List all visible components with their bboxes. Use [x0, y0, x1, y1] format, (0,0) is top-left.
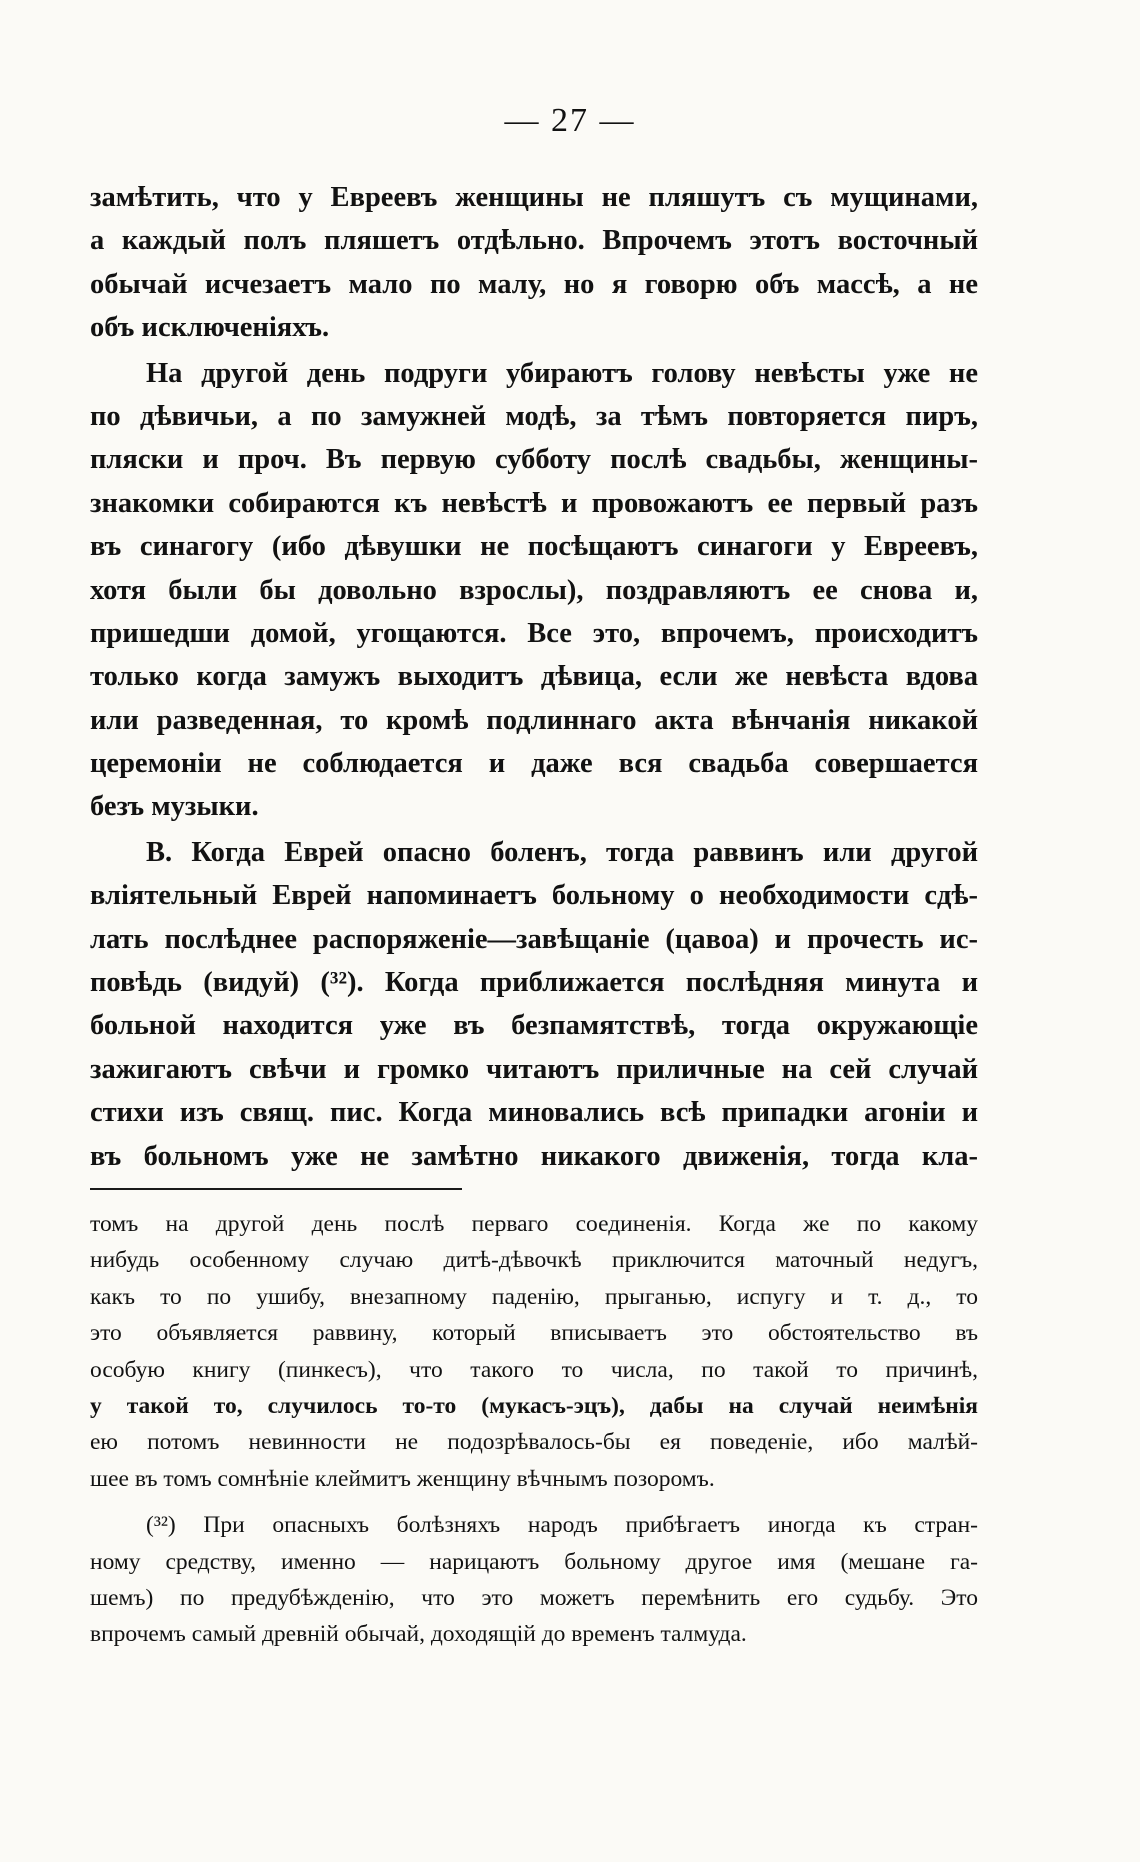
text-line: больной находится уже въ безпамятствѣ, тогда окружающіе: [90, 1010, 978, 1042]
page-number: — 27 —: [504, 102, 636, 139]
text-line: по дѣвичьи, а по замужней модѣ, за тѣмъ повторяется пиръ,: [90, 400, 978, 432]
footnote-line: впрочемъ самый древній обычай, доходящій до временъ талмуда.: [90, 1621, 747, 1648]
footnote-line: это объявляется раввину, который вписываетъ это обстоятельство въ: [90, 1320, 978, 1347]
text-line: въ больномъ уже не замѣтно никакого движенія, тогда кла-: [90, 1140, 978, 1172]
footnote-continued: [90, 1206, 978, 1497]
text-line: повѣдь (видуй) (³²). Когда приближается послѣдняя минута и: [90, 967, 978, 999]
text-line: обычай исчезаетъ мало по малу, но я говорю объ массѣ, а не: [90, 268, 978, 300]
text-line: На другой день подруги убираютъ голову невѣсты уже не: [146, 357, 978, 389]
footnote-line: какъ то по ушибу, внезапному паденію, прыганью, испугу и т. д., то: [90, 1283, 978, 1310]
paragraph-2: [90, 352, 978, 829]
text-line: вліятельный Еврей напоминаетъ больному о необходимости сдѣ-: [90, 880, 978, 912]
text-line: пришедши домой, угощаются. Все это, впрочемъ, происходитъ: [90, 617, 978, 649]
footnote-line: (³²) При опасныхъ болѣзняхъ народъ прибѣгаетъ иногда къ стран-: [146, 1512, 978, 1539]
footnotes: [90, 1206, 978, 1653]
footnote-line: томъ на другой день послѣ перваго соединенія. Когда же по какому: [90, 1211, 978, 1237]
text-line: замѣтить, что у Евреевъ женщины не пляшутъ съ мущинами,: [90, 182, 978, 213]
footnote-separator: [90, 1188, 462, 1190]
text-line: стихи изъ свящ. пис. Когда миновались всѣ припадки агоніи и: [90, 1097, 978, 1129]
text-line: пляски и проч. Въ первую субботу послѣ свадьбы, женщины-: [90, 444, 978, 476]
text-line: В. Когда Еврей опасно боленъ, тогда раввинъ или другой: [146, 836, 978, 868]
footnote-line: нибудь особенному случаю дитѣ-дѣвочкѣ приключится маточный недугъ,: [90, 1247, 978, 1274]
text-line: только когда замужъ выходитъ дѣвица, если же невѣста вдова: [90, 661, 978, 693]
text-line: знакомки собираются къ невѣстѣ и провожаютъ ее первый разъ: [90, 487, 978, 519]
footnote-32: [90, 1507, 978, 1653]
footnote-line: ею потомъ невинности не подозрѣвалось-бы ея поведеніе, ибо малѣй-: [90, 1429, 978, 1456]
footnote-line: особую книгу (пинкесъ), что такого то числа, по такой то причинѣ,: [90, 1356, 978, 1383]
paragraph-1: [90, 176, 978, 350]
text-line: лать послѣднее распоряженіе—завѣщаніе (цавоа) и прочесть ис-: [90, 923, 978, 955]
text-line: хотя были бы довольно взрослы), поздравляютъ ее снова и,: [90, 574, 978, 606]
text-line: безъ музыки.: [90, 791, 259, 823]
footnote-line: у такой то, случилось то-то (мукасъ-эцъ), дабы на случай неимѣнія: [90, 1392, 978, 1419]
text-line: зажигаютъ свѣчи и громко читаютъ приличные на сей случай: [90, 1053, 978, 1085]
text-line: церемоніи не соблюдается и даже вся свадьба совершается: [90, 748, 978, 780]
text-line: въ синагогу (ибо дѣвушки не посѣщаютъ синагоги у Евреевъ,: [90, 531, 978, 563]
footnote-line: ному средству, именно — нарицаютъ больному другое имя (мешане га-: [90, 1548, 978, 1575]
text-line: а каждый полъ пляшетъ отдѣльно. Впрочемъ этотъ восточный: [90, 225, 978, 257]
footnote-line: шемъ) по предубѣжденію, что это можетъ перемѣнить его судьбу. Это: [90, 1584, 978, 1611]
main-text: [90, 176, 978, 1178]
text-line: объ исключеніяхъ.: [90, 312, 330, 344]
paragraph-3: [90, 831, 978, 1178]
footnote-line: шее въ томъ сомнѣніе клеймитъ женщину вѣчнымъ позоромъ.: [90, 1465, 715, 1492]
text-line: или разведенная, то кромѣ подлиннаго акта вѣнчанія никакой: [90, 704, 978, 736]
